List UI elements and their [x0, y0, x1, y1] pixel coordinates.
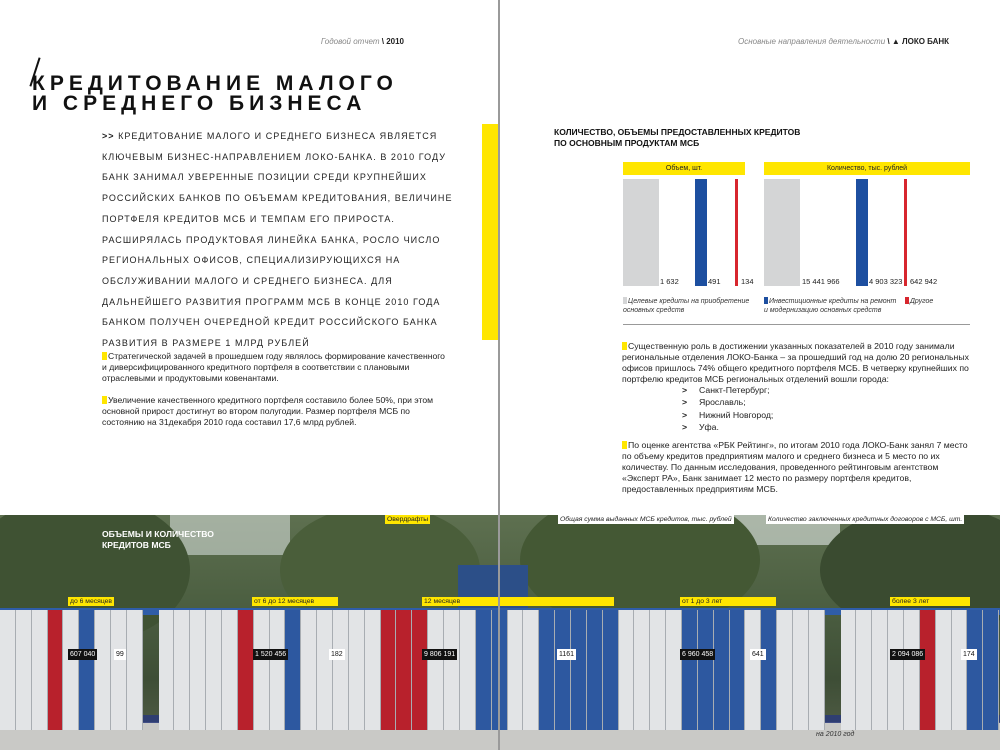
chart-title — [554, 127, 800, 149]
fence-plank — [571, 610, 587, 730]
paragraph-ratings — [622, 440, 970, 495]
bar-value-label: 491 — [708, 277, 721, 286]
fence-plank — [190, 610, 206, 730]
page-title — [32, 74, 398, 114]
fence-plank — [714, 610, 730, 730]
chart-title-line-1: КОЛИЧЕСТВО, ОБЪЕМЫ ПРЕДОСТАВЛЕННЫХ КРЕДИТОВ — [554, 127, 801, 137]
bar-value-label: 4 903 323 — [869, 277, 903, 286]
city-name: Ярославль; — [699, 397, 746, 408]
fence-plank — [777, 610, 793, 730]
legend-item-other — [905, 297, 965, 306]
arrow-icon: > — [682, 409, 688, 420]
city-name: Уфа. — [699, 421, 719, 432]
fence-plank — [809, 610, 825, 730]
fence-plank — [317, 610, 333, 730]
chart-panel-volume — [623, 162, 754, 286]
title-line-1: КРЕДИТОВАНИЕ МАЛОГО — [32, 72, 398, 95]
legend-contract-count: Количество заключенных кредитных договоров с МСБ, шт. — [768, 516, 963, 523]
fence-plank — [0, 610, 16, 730]
title-line-2: И СРЕДНЕГО БИЗНЕСА — [32, 92, 367, 115]
fence-plank — [698, 610, 714, 730]
chart-bar — [695, 179, 707, 286]
yellow-marker-icon — [102, 396, 107, 404]
paragraph-regions — [622, 341, 970, 385]
paragraph-portfolio — [102, 395, 452, 428]
bar-value-label: 1 632 — [660, 277, 679, 286]
bar-value-label: 642 942 — [910, 277, 938, 286]
legend-swatch-grey — [623, 297, 627, 304]
city-list — [682, 384, 773, 433]
fence-plank — [650, 610, 666, 730]
fence-plank — [206, 610, 222, 730]
report-label: Годовой отчет — [320, 37, 380, 46]
bank-logo-icon: ▲ — [891, 37, 903, 46]
chart-bar — [904, 179, 907, 286]
term-label: от 1 до 3 лет — [680, 597, 776, 606]
left-page — [0, 0, 500, 515]
plot-area — [764, 179, 970, 286]
fence-planks — [0, 610, 1000, 730]
city-name: Нижний Новгород; — [699, 409, 774, 420]
yellow-marker-icon — [102, 352, 107, 360]
fence-plank — [872, 610, 888, 730]
photo-title — [102, 529, 214, 551]
chart-bar — [623, 179, 659, 286]
fence-photo — [0, 515, 1000, 750]
fence-plank — [16, 610, 32, 730]
list-item — [682, 396, 773, 408]
amount-value: 1 520 456 — [255, 651, 287, 658]
chart-bar — [764, 179, 800, 286]
divider — [623, 324, 970, 325]
fence-plank — [285, 610, 301, 730]
paragraph-text: По оценке агентства «РБК Рейтинг», по итогам 2010 года ЛОКО-Банк занял 7 место по объему кредитов предприятиям малого и среднего бизнеса и 5 место по их количеству. По данным исследования, проведенного рейтинговым агентством «Эксперт РА», Банк занимает 12 место по размеру портфеля кредитов, предоставленных предприятиям МСБ. — [622, 440, 968, 494]
fence-plank — [349, 610, 365, 730]
count-value: 1161 — [559, 651, 575, 658]
photo-title-line-2: КРЕДИТОВ МСБ — [102, 540, 171, 550]
bar-value-label: 134 — [741, 277, 754, 286]
yellow-marker-icon — [622, 342, 627, 350]
count-value: 641 — [752, 651, 764, 658]
fence-plank — [174, 610, 190, 730]
lead-paragraph — [102, 126, 462, 354]
fence-plank — [32, 610, 48, 730]
legend-item-investment — [764, 297, 900, 315]
fence-plank — [603, 610, 619, 730]
panel-header: Количество, тыс. рублей — [764, 162, 970, 175]
arrow-icon: > — [682, 385, 688, 395]
bar-value-label: 15 441 966 — [802, 277, 840, 286]
legend-swatch-blue — [764, 297, 768, 304]
book-spine — [498, 0, 500, 750]
fence-plank — [793, 610, 809, 730]
amount-value: 6 960 458 — [682, 651, 714, 658]
fence-plank — [619, 610, 635, 730]
fence-plank — [539, 610, 555, 730]
fence-plank — [444, 610, 460, 730]
fence-plank — [825, 610, 841, 730]
fence-plank — [730, 610, 746, 730]
fence-plank — [508, 610, 524, 730]
lead-arrows: >> — [102, 131, 115, 141]
fence-plank — [936, 610, 952, 730]
fence-plank — [238, 610, 254, 730]
fence-plank — [95, 610, 111, 730]
running-head-left — [321, 37, 404, 46]
fence-plank — [666, 610, 682, 730]
fence-plank — [159, 610, 175, 730]
fence-plank — [63, 610, 79, 730]
photo-title-line-1: ОБЪЕМЫ И КОЛИЧЕСТВО — [102, 529, 214, 539]
fence-plank — [587, 610, 603, 730]
fence-plank — [111, 610, 127, 730]
term-label: 12 месяцев — [422, 597, 614, 606]
list-item — [682, 421, 773, 433]
fence-plank — [856, 610, 872, 730]
fence-plank — [365, 610, 381, 730]
paragraph-strategy — [102, 351, 452, 384]
chart-panel-count — [764, 162, 970, 286]
fence-plank — [952, 610, 968, 730]
fence-plank — [920, 610, 936, 730]
fence-plank — [841, 610, 857, 730]
photo-caption: на 2010 год — [816, 731, 855, 738]
fence-plank — [460, 610, 476, 730]
amount-value: 2 094 086 — [892, 651, 924, 658]
amount-value: 607 040 — [70, 651, 96, 658]
fence-plank — [888, 610, 904, 730]
count-value: 99 — [116, 651, 124, 658]
fence-plank — [254, 610, 270, 730]
amount-value: 9 806 191 — [424, 651, 456, 658]
city-name: Санкт-Петербург; — [699, 385, 770, 395]
fence-plank — [983, 610, 999, 730]
plot-area — [623, 179, 754, 286]
fence-plank — [381, 610, 397, 730]
right-page — [500, 0, 1000, 515]
fence-plank — [745, 610, 761, 730]
fence-plank — [428, 610, 444, 730]
fence-plank — [476, 610, 492, 730]
term-label: от 6 до 12 месяцев — [252, 597, 338, 606]
chart-bar — [856, 179, 868, 286]
legend-label: Инвестиционные кредиты на ремонт и модернизацию основных средств — [764, 298, 897, 314]
brand-name: ЛОКО БАНК — [902, 37, 950, 46]
arrow-icon: > — [682, 397, 688, 408]
fence-plank — [270, 610, 286, 730]
fence-plank — [761, 610, 777, 730]
fence-plank — [333, 610, 349, 730]
fence-plank — [634, 610, 650, 730]
fence-plank — [301, 610, 317, 730]
fence-plank — [396, 610, 412, 730]
list-item — [682, 384, 773, 396]
count-value: 182 — [331, 651, 343, 658]
fence-plank — [48, 610, 64, 730]
legend-label: Другое — [910, 298, 934, 305]
brand — [892, 37, 949, 46]
fence-plank — [127, 610, 143, 730]
paragraph-text: Увеличение качественного кредитного портфеля составило более 50%, при этом основной прирост достигнут во втором полугодии. Размер портфеля МСБ по состоянию на 31декабря 2010 года составил 17,6 млрд рублей. — [102, 395, 434, 427]
fence-plank — [412, 610, 428, 730]
fence-plank — [555, 610, 571, 730]
fence-plank — [79, 610, 95, 730]
paragraph-text: Стратегической задачей в прошедшем году являлось формирование качественного и диверсифицированного кредитного портфеля в соответствии с плановыми отраслевыми и продуктовыми ковенантами. — [102, 351, 445, 383]
report-year: 2010 — [386, 37, 404, 46]
yellow-marker-icon — [622, 441, 627, 449]
arrow-icon: > — [682, 421, 688, 432]
term-label: до 6 месяцев — [70, 598, 113, 605]
running-head-right — [738, 37, 949, 46]
fence-plank — [523, 610, 539, 730]
lead-text: КРЕДИТОВАНИЕ МАЛОГО И СРЕДНЕГО БИЗНЕСА ЯВЛЯЕТСЯ КЛЮЧЕВЫМ БИЗНЕС-НАПРАВЛЕНИЕМ ЛОКО-БАНКА. В 2010 ГОДУ БАНК ЗАНИМАЛ УВЕРЕННЫЕ ПОЗИЦИИ СРЕДИ КРУПНЕЙШИХ РОССИЙСКИХ БАНКОВ ПО ОБЪЕМАМ КРЕДИТОВАНИЯ, ВЕЛИЧИНЕ ПОРТФЕЛЯ КРЕДИТОВ МСБ И ТЕМПАМ ЕГО ПРИРОСТА. РАСШИРЯЛАСЬ ПРОДУКТОВАЯ ЛИНЕЙКА БАНКА, РОСЛО ЧИСЛО РЕГИОНАЛЬНЫХ ОФИСОВ, СПЕЦИАЛИЗИРУЮЩИХСЯ НА ОБСЛУЖИВАНИИ МАЛОГО И СРЕДНЕГО БИЗНЕСА. ДЛЯ ДАЛЬНЕЙШЕГО РАЗВИТИЯ ПРОГРАММ МСБ В КОНЦЕ 2010 ГОДА БАНКОМ ПОЛУЧЕН ОЧЕРЕДНОЙ КРЕДИТ РОССИЙСКОГО БАНКА РАЗВИТИЯ В РАЗМЕРЕ 1 МЛРД РУБЛЕЙ — [102, 131, 453, 349]
legend-label: Целевые кредиты на приобретение основных средств — [623, 298, 750, 314]
legend-swatch-red — [905, 297, 909, 304]
list-item — [682, 409, 773, 421]
paragraph-text: Существенную роль в достижении указанных показателей в 2010 году занимали региональные отделения ЛОКО-Банка – за прошедший год на долю 20 региональных офисов пришлось 74% общего кредитного портфеля МСБ. В четверку крупнейших по портфелю кредитов МСБ региональных отделений вошли города: — [622, 341, 969, 384]
term-label: более 3 лет — [890, 597, 970, 606]
section-label: Основные направления деятельности — [738, 37, 886, 46]
legend-total-amount: Общая сумма выданных МСБ кредитов, тыс. рублей — [560, 516, 732, 523]
fence-plank — [967, 610, 983, 730]
separator: \ — [887, 37, 890, 46]
panel-header: Объем, шт. — [623, 162, 745, 175]
chart-title-line-2: ПО ОСНОВНЫМ ПРОДУКТАМ МСБ — [554, 138, 700, 148]
fence-plank — [222, 610, 238, 730]
count-value: 174 — [963, 651, 975, 658]
legend-overdrafts: Овердрафты — [387, 516, 429, 523]
fence-plank — [904, 610, 920, 730]
fence-plank — [143, 610, 159, 730]
legend-item-target — [623, 297, 758, 315]
fence-plank — [682, 610, 698, 730]
chart-bar — [735, 179, 738, 286]
separator: \ — [381, 37, 384, 46]
